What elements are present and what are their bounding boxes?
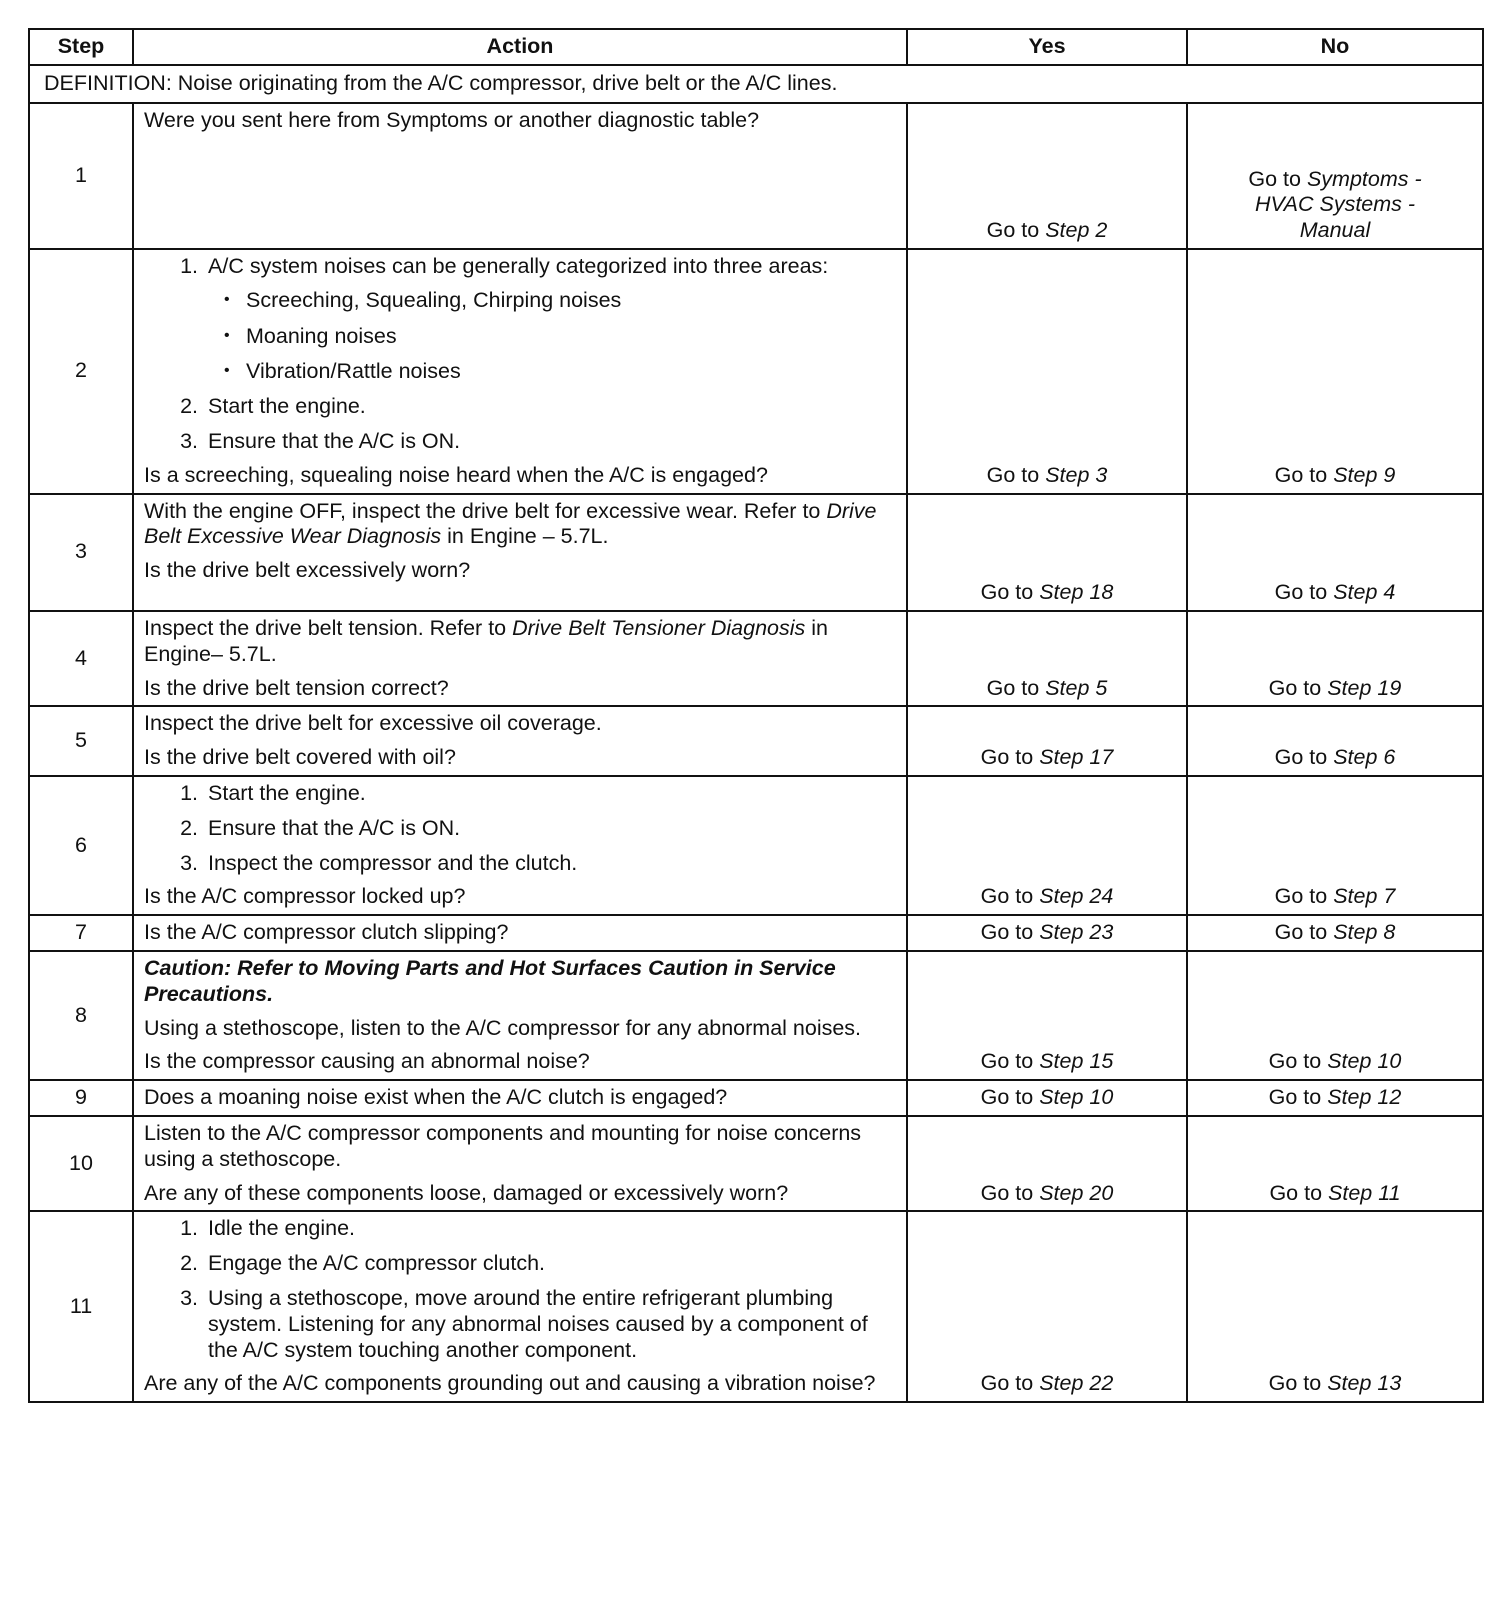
step-number: 4 <box>29 611 133 706</box>
no-link[interactable]: Go to Step 19 <box>1268 675 1402 700</box>
yes-link[interactable]: Go to Step 3 <box>986 462 1108 487</box>
yes-cell <box>907 249 1187 494</box>
yes-link[interactable]: Go to Step 18 <box>980 580 1114 605</box>
no-cell <box>1187 494 1483 611</box>
no-link[interactable]: Go to Step 10 <box>1268 1049 1402 1074</box>
reference-link[interactable]: Drive Belt Excessive Wear Diagnosis <box>144 498 877 549</box>
step-number: 1 <box>29 103 133 249</box>
yes-link[interactable]: Go to Step 17 <box>980 745 1114 770</box>
list-item: 2. Ensure that the A/C is ON. <box>204 816 896 842</box>
table-row-step-1 <box>29 103 1483 249</box>
table-row-step-9 <box>29 1080 1483 1116</box>
table-row-step-3 <box>29 494 1483 611</box>
yes-link[interactable]: Go to Step 2 <box>986 218 1108 243</box>
no-cell <box>1187 915 1483 951</box>
step-number: 10 <box>29 1116 133 1211</box>
action-question: Are any of the A/C components grounding out and causing a vibration noise? <box>144 1371 876 1396</box>
yes-cell <box>907 103 1187 249</box>
no-cell <box>1187 103 1483 249</box>
step-number: 11 <box>29 1211 133 1402</box>
bullet-item: • Vibration/Rattle noises <box>244 359 896 385</box>
action-cell <box>133 494 907 611</box>
step-number: 8 <box>29 951 133 1080</box>
table-row-step-5 <box>29 706 1483 776</box>
action-list <box>144 1216 896 1363</box>
no-link[interactable]: Go to Step 4 <box>1274 580 1396 605</box>
caution-text: Caution: Refer to Moving Parts and Hot Surfaces Caution in Service Precautions. <box>144 955 836 1006</box>
step-number: 6 <box>29 776 133 915</box>
table-row-step-7 <box>29 915 1483 951</box>
yes-link[interactable]: Go to Step 5 <box>986 675 1108 700</box>
action-text: Inspect the drive belt tension. Refer to Drive Belt Tensioner Diagnosis in Engine– 5.7L. <box>144 615 828 666</box>
action-question: Is the drive belt covered with oil? <box>144 745 456 770</box>
step-number: 2 <box>29 249 133 494</box>
bullet-item: • Screeching, Squealing, Chirping noises <box>244 288 896 314</box>
definition-row <box>29 65 1483 103</box>
bullet-list <box>208 288 896 385</box>
definition-text: DEFINITION: Noise originating from the A/C compressor, drive belt or the A/C lines. <box>29 65 1483 103</box>
step-number: 9 <box>29 1080 133 1116</box>
reference-link[interactable]: Drive Belt Tensioner Diagnosis <box>512 615 806 640</box>
no-cell <box>1187 776 1483 915</box>
action-text: Using a stethoscope, listen to the A/C compressor for any abnormal noises. <box>144 1015 862 1040</box>
no-link[interactable]: Go to Step 6 <box>1274 745 1396 770</box>
no-cell <box>1187 1116 1483 1211</box>
header-row <box>29 29 1483 65</box>
list-item: 2. Start the engine. <box>204 394 896 420</box>
table-row-step-2 <box>29 249 1483 494</box>
action-question: Is the drive belt tension correct? <box>144 675 449 700</box>
diagnostic-table <box>28 28 1484 1403</box>
step-number: 3 <box>29 494 133 611</box>
bullet-item: • Moaning noises <box>244 324 896 350</box>
action-cell <box>133 1116 907 1211</box>
yes-link[interactable]: Go to Step 23 <box>980 920 1114 945</box>
step-number: 5 <box>29 706 133 776</box>
action-cell <box>133 103 907 249</box>
yes-cell <box>907 915 1187 951</box>
no-link[interactable]: Go to Step 12 <box>1268 1085 1402 1110</box>
yes-cell <box>907 1080 1187 1116</box>
action-cell <box>133 1211 907 1402</box>
yes-cell <box>907 776 1187 915</box>
action-question: Is the compressor causing an abnormal noise? <box>144 1049 590 1074</box>
no-link[interactable]: Go to Step 9 <box>1274 462 1396 487</box>
action-cell <box>133 1080 907 1116</box>
step-number: 7 <box>29 915 133 951</box>
yes-cell <box>907 611 1187 706</box>
yes-cell <box>907 494 1187 611</box>
list-item: 3. Ensure that the A/C is ON. <box>204 429 896 455</box>
no-cell <box>1187 249 1483 494</box>
action-cell <box>133 776 907 915</box>
action-question: Is the drive belt excessively worn? <box>144 558 471 583</box>
header-no: No <box>1187 29 1483 65</box>
action-cell <box>133 951 907 1080</box>
no-cell <box>1187 1080 1483 1116</box>
no-cell <box>1187 611 1483 706</box>
action-question: Are any of these components loose, damaged or excessively worn? <box>144 1180 789 1205</box>
action-list <box>144 781 896 876</box>
action-question: Does a moaning noise exist when the A/C clutch is engaged? <box>144 1085 728 1110</box>
no-link[interactable]: Go to Symptoms - HVAC Systems - Manual <box>1248 166 1422 243</box>
action-question: Is the A/C compressor clutch slipping? <box>144 920 509 945</box>
no-link[interactable]: Go to Step 13 <box>1268 1371 1402 1396</box>
list-item: 2. Engage the A/C compressor clutch. <box>204 1251 896 1277</box>
no-link[interactable]: Go to Step 8 <box>1274 920 1396 945</box>
list-item: 1. Start the engine. <box>204 781 896 807</box>
no-link[interactable]: Go to Step 11 <box>1269 1180 1401 1205</box>
yes-link[interactable]: Go to Step 22 <box>980 1371 1114 1396</box>
action-text: Inspect the drive belt for excessive oil coverage. <box>144 711 602 736</box>
no-cell <box>1187 951 1483 1080</box>
table-row-step-6 <box>29 776 1483 915</box>
no-link[interactable]: Go to Step 7 <box>1274 884 1396 909</box>
yes-cell <box>907 951 1187 1080</box>
header-action: Action <box>133 29 907 65</box>
yes-link[interactable]: Go to Step 20 <box>980 1180 1114 1205</box>
table-row-step-8 <box>29 951 1483 1080</box>
yes-cell <box>907 1116 1187 1211</box>
action-question: Is a screeching, squealing noise heard when the A/C is engaged? <box>144 462 768 487</box>
action-question: Is the A/C compressor locked up? <box>144 884 466 909</box>
table-row-step-10 <box>29 1116 1483 1211</box>
action-list <box>144 254 896 455</box>
yes-link[interactable]: Go to Step 15 <box>980 1049 1114 1074</box>
action-cell <box>133 611 907 706</box>
action-text: Listen to the A/C compressor components and mounting for noise concerns using a stethoscope. <box>144 1120 862 1171</box>
list-item: 3. Using a stethoscope, move around the entire refrigerant plumbing system. Listening for any abnormal noises caused by a component of the A/C system touching another component. <box>204 1286 896 1363</box>
yes-cell <box>907 706 1187 776</box>
yes-link[interactable]: Go to Step 24 <box>980 884 1114 909</box>
table-row-step-4 <box>29 611 1483 706</box>
action-cell <box>133 249 907 494</box>
no-cell <box>1187 1211 1483 1402</box>
list-item: 1. A/C system noises can be generally categorized into three areas: • Screeching, Squealing, Chirping noises • Moaning noises • Vibration/Rattle noises <box>204 254 896 385</box>
no-cell <box>1187 706 1483 776</box>
table-row-step-11 <box>29 1211 1483 1402</box>
action-question: Were you sent here from Symptoms or another diagnostic table? <box>144 108 760 132</box>
list-item: 1. Idle the engine. <box>204 1216 896 1242</box>
action-cell <box>133 915 907 951</box>
yes-link[interactable]: Go to Step 10 <box>980 1085 1114 1110</box>
action-cell <box>133 706 907 776</box>
yes-cell <box>907 1211 1187 1402</box>
action-text: With the engine OFF, inspect the drive belt for excessive wear. Refer to Drive Belt Excessive Wear Diagnosis in Engine – 5.7L. <box>144 498 877 549</box>
header-yes: Yes <box>907 29 1187 65</box>
header-step: Step <box>29 29 133 65</box>
list-item: 3. Inspect the compressor and the clutch. <box>204 851 896 877</box>
